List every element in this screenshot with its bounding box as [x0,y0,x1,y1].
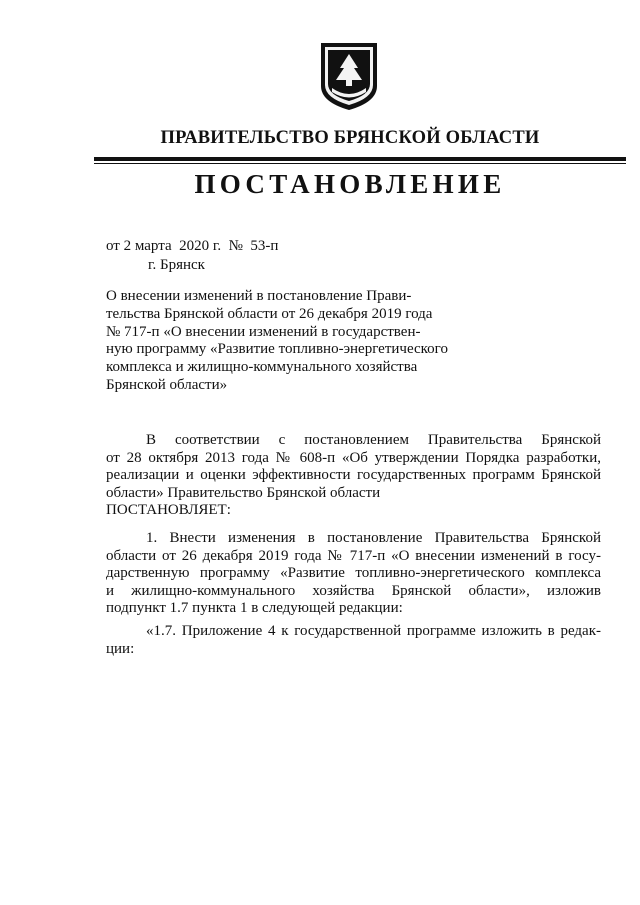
document-date-number: от 2 марта 2020 г. № 53-п [106,238,279,254]
paragraph-line: «1.7. Приложение 4 к государственной программе изложить в редак- [146,623,601,639]
paragraph-line: В соответствии с постановлением Правительства Брянской [146,432,601,448]
subject-line: комплекса и жилищно-коммунального хозяйства [106,359,418,376]
subject-line: № 717-п «О внесении изменений в государствен- [106,323,421,340]
coat-of-arms-emblem [318,40,380,112]
subject-line: Брянской области» [106,376,228,393]
subject-line: ную программу «Развитие топливно-энергетического [106,341,448,358]
header-rule-thin [94,163,626,164]
preamble-paragraph [106,432,601,502]
paragraph-line: от 28 октября 2013 года № 608-п «Об утверждении Порядка разработки, [106,449,601,466]
subject-line: О внесении изменений в постановление Прави- [106,288,412,304]
paragraph-line: ции: [106,640,135,657]
paragraph-line: подпункт 1.7 пункта 1 в следующей редакции: [106,600,403,617]
paragraph-line: и жилищно-коммунального хозяйства Брянской области», изложив [106,582,601,599]
paragraph-line: области» Правительство Брянской области [106,484,381,501]
paragraph-line: реализации и оценки эффективности государственных программ Брянской [106,467,601,484]
paragraph-line: дарственную программу «Развитие топливно-энергетического комплекса [106,565,601,582]
document-subject [106,288,448,395]
paragraph-line: 1. Внести изменения в постановление Правительства Брянской [146,530,601,546]
organization-name: ПРАВИТЕЛЬСТВО БРЯНСКОЙ ОБЛАСТИ [160,128,540,148]
subject-line: тельства Брянской области от 26 декабря 2019 года [106,305,433,322]
paragraph-line: области от 26 декабря 2019 года № 717-п «О внесении изменений в госу- [106,547,601,564]
header-rule-thick [94,157,626,161]
item-1-7-paragraph [106,623,601,658]
item-1-paragraph [106,530,601,618]
document-city: г. Брянск [148,257,205,273]
document-type-title: ПОСТАНОВЛЕНИЕ [194,169,506,199]
decree-word: ПОСТАНОВЛЯЕТ: [106,502,231,518]
